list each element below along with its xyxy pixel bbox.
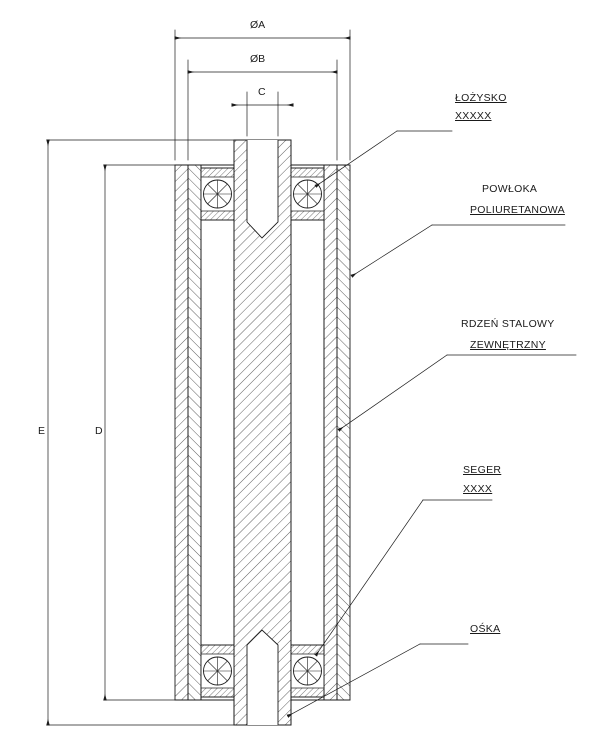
callout-lozysko-line1: ŁOŻYSKO [455,92,507,104]
dimension-label-d: D [95,425,103,437]
callout-seger-line1: SEGER [463,464,502,476]
callout-lozysko-line2: XXXXX [455,110,492,122]
dimension-label-dia-b: ØB [250,53,266,65]
callout-oska-line1: OŚKA [470,623,501,635]
callout-seger-line2: XXXX [463,483,493,495]
dimension-label-e: E [38,425,46,437]
callout-rdzen-line1: RDZEŃ STALOWY [461,318,555,330]
callout-powloka-line2: POLIURETANOWA [470,204,565,216]
callout-rdzen-line2: ZEWNĘTRZNY [470,339,546,351]
dimension-label-c: C [258,86,266,98]
dimension-label-dia-a: ØA [250,19,266,31]
callout-powloka-line1: POWŁOKA [482,183,538,195]
